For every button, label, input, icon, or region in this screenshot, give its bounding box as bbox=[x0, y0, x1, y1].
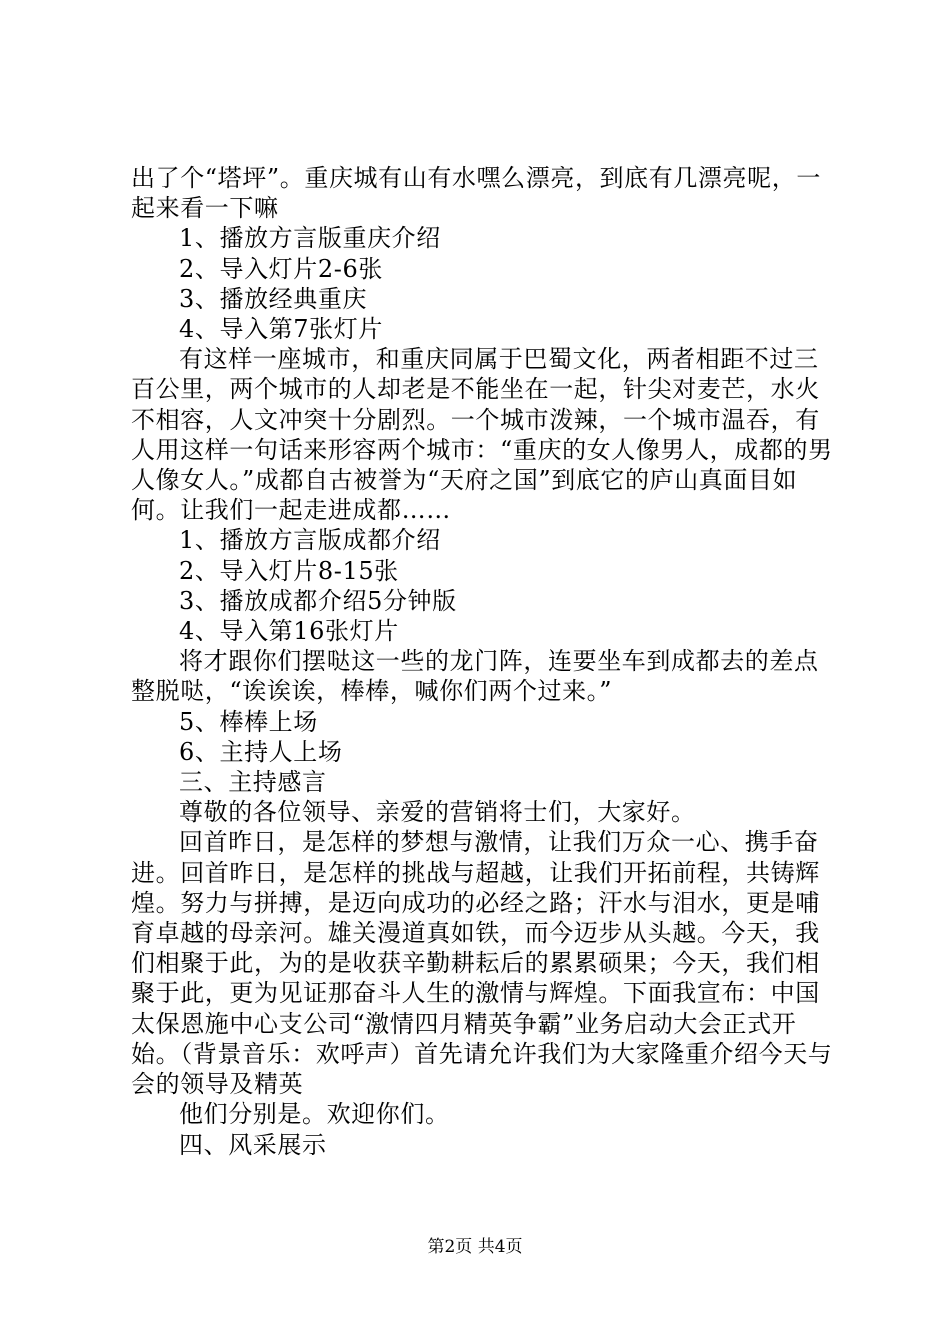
list-item-chengdu-dialect: 1、播放方言版成都介绍 bbox=[179, 526, 441, 555]
list-item-chengdu-5min: 3、播放成都介绍5分钟版 bbox=[179, 586, 457, 615]
list-item-chongqing-dialect: 1、播放方言版重庆介绍 bbox=[179, 224, 441, 253]
list-item-slide-7: 4、导入第7张灯片 bbox=[179, 315, 383, 344]
list-item-slide-16: 4、导入第16张灯片 bbox=[179, 617, 399, 646]
document-body bbox=[131, 163, 841, 1160]
list-item-slides-2-6: 2、导入灯片2-6张 bbox=[179, 254, 383, 283]
list-item-classic-chongqing: 3、播放经典重庆 bbox=[179, 284, 368, 313]
paragraph-chengdu-intro: 有这样一座城市，和重庆同属于巴蜀文化，两者相距不过三百公里，两个城市的人却老是不能坐在一起，针尖对麦芒，水火不相容，人文冲突十分剧烈。一个城市泼辣，一个城市温吞，有人用这样一句话来形容两个城市：“重庆的女人像男人，成都的男人像女人。”成都自古被誉为“天府之国”到底它的庐山真面目如何。让我们一起走进成都…… bbox=[131, 345, 833, 525]
list-item-slides-8-15: 2、导入灯片8-15张 bbox=[179, 556, 399, 585]
paragraph-longmenzhen: 将才跟你们摆哒这一些的龙门阵，连要坐车到成都去的差点整脱哒，“诶诶诶，棒棒，喊你们两个过来。” bbox=[131, 647, 819, 706]
list-item-bangbang: 5、棒棒上场 bbox=[179, 707, 318, 736]
page-footer: 第2页 共4页 bbox=[427, 1237, 523, 1257]
section-heading-host-remarks: 三、主持感言 bbox=[179, 768, 327, 797]
paragraph-intro: 出了个“塔坪”。重庆城有山有水嘿么漂亮，到底有几漂亮呢，一起来看一下嘛 bbox=[131, 164, 821, 223]
paragraph-greeting: 尊敬的各位领导、亲爱的营销将士们，大家好。 bbox=[179, 798, 696, 827]
list-item-host-enter: 6、主持人上场 bbox=[179, 737, 343, 766]
paragraph-speech: 回首昨日，是怎样的梦想与激情，让我们万众一心、携手奋进。回首昨日，是怎样的挑战与超越，让我们开拓前程，共铸辉煌。努力与拼搏，是迈向成功的必经之路；汗水与泪水，更是哺育卓越的母亲河。雄关漫道真如铁，而今迈步从头越。今天，我们相聚于此，为的是收获辛勤耕耘后的累累硕果；今天，我们相聚于此，更为见证那奋斗人生的激情与辉煌。下面我宣布：中国太保恩施中心支公司“激情四月精英争霸”业务启动大会正式开始。（背景音乐：欢呼声）首先请允许我们为大家隆重介绍今天与会的领导及精英 bbox=[131, 828, 833, 1099]
section-heading-showcase: 四、风采展示 bbox=[179, 1130, 327, 1159]
paragraph-welcome: 他们分别是。欢迎你们。 bbox=[179, 1100, 450, 1129]
